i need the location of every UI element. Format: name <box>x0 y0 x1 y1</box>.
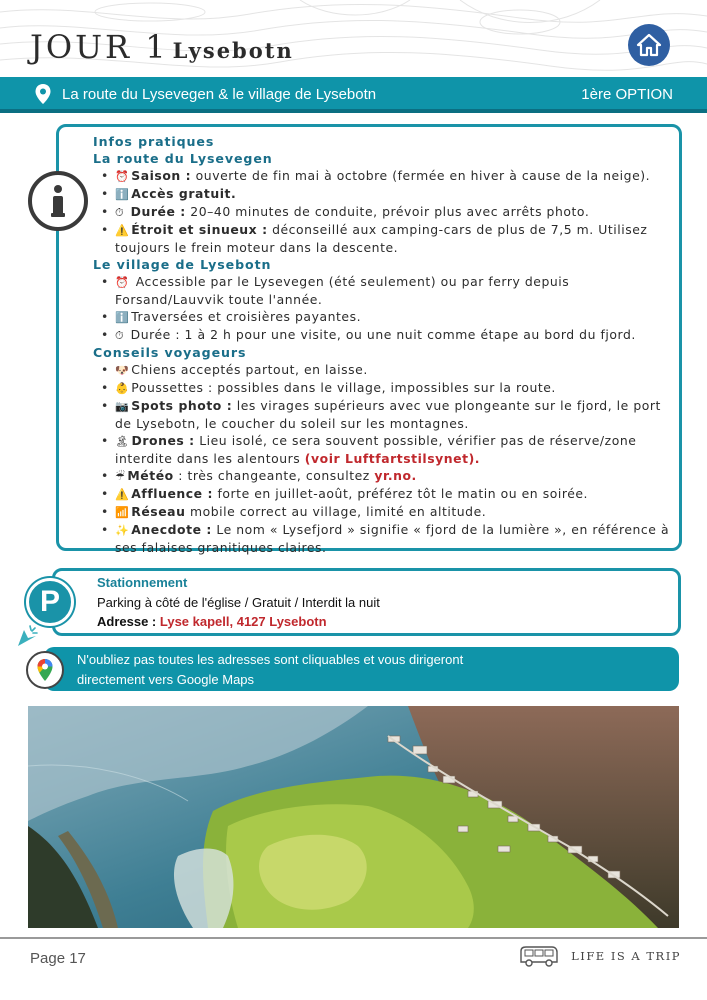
conseils-list <box>101 361 677 556</box>
home-icon <box>636 33 662 57</box>
route-heading: La route du Lysevegen <box>93 151 273 166</box>
section-title: La route du Lysevegen & le village de Lysebotn <box>62 86 377 103</box>
note-line-2: directement vers Google Maps <box>77 671 255 687</box>
list-item: • ⏰ Saison : ouverte de fin mai à octobre (fermée en hiver à cause de la neige). <box>101 167 677 185</box>
island-icon: 🏝 <box>115 435 130 448</box>
list-item: • 🐶 Chiens acceptés partout, en laisse. <box>101 361 677 379</box>
umbrella-icon: ☔ <box>115 470 126 483</box>
list-item: • ℹ️ Traversées et croisières payantes. <box>101 308 677 326</box>
yr-link[interactable]: yr.no. <box>374 468 417 483</box>
section-band <box>0 77 707 113</box>
google-maps-note <box>44 647 679 691</box>
list-item: • 📷 Spots photo : les virages supérieurs avec vue plongeante sur le fjord, le port de Lysebotn, le coucher du soleil sur les montagnes. <box>101 397 677 432</box>
page-number: Page 17 <box>30 950 86 967</box>
info-icon <box>28 171 88 231</box>
info-content <box>93 133 677 556</box>
list-item: • ☔ Météo : très changeante, consultez yr.no. <box>101 467 677 485</box>
warning-icon: ⚠️ <box>115 488 130 501</box>
option-label: 1ère OPTION <box>581 86 673 103</box>
dog-icon: 🐶 <box>115 364 130 377</box>
van-icon <box>518 944 560 968</box>
village-heading: Le village de Lysebotn <box>93 257 272 272</box>
brand-name: LIFE IS A TRIP <box>571 949 681 963</box>
note-line-1: N'oubliez pas toutes les adresses sont cliquables et vous dirigeront <box>77 652 464 667</box>
address-link[interactable]: Lyse kapell, 4127 Lysebotn <box>159 614 327 629</box>
route-list <box>101 167 677 256</box>
parking-content <box>97 573 380 632</box>
footer-divider <box>0 937 707 939</box>
address-label: Adresse : <box>97 614 160 629</box>
google-maps-icon <box>26 651 64 689</box>
info-heading: Infos pratiques <box>93 134 215 149</box>
list-item: • ⏱ Durée : 20–40 minutes de conduite, prévoir plus avec arrêts photo. <box>101 203 677 221</box>
village-list <box>101 273 677 344</box>
clock-icon: ⏰ <box>115 170 130 183</box>
list-item: • ✨ Anecdote : Le nom « Lysefjord » signifie « fjord de la lumière », en référence à ses falaises granitiques claires. <box>101 521 677 556</box>
location-pin-icon <box>34 83 52 105</box>
info-badge-icon: ℹ️ <box>115 311 130 324</box>
stopwatch-icon: ⏱ <box>115 329 125 342</box>
info-badge-icon: ℹ️ <box>115 188 130 201</box>
list-item: • 🏝 Drones : Lieu isolé, ce sera souvent possible, vérifier pas de réserve/zone interdite dans les alentours (voir Luftfartstilsynet). <box>101 432 677 467</box>
sparkles-icon: ✨ <box>115 524 130 537</box>
day-title <box>30 28 294 66</box>
list-item: • ⏰ Accessible par le Lysevegen (été seulement) ou par ferry depuis Forsand/Lauvvik toute l'année. <box>101 273 677 308</box>
parking-icon: P <box>26 578 74 626</box>
parking-details: Parking à côté de l'église / Gratuit / Interdit la nuit <box>97 594 380 610</box>
baby-icon: 👶 <box>115 382 130 395</box>
clock-icon: ⏰ <box>115 276 130 289</box>
list-item: • 📶 Réseau mobile correct au village, limité en altitude. <box>101 503 677 521</box>
conseils-heading: Conseils voyageurs <box>93 345 247 360</box>
lysebotn-aerial-photo <box>28 706 679 928</box>
click-cursor-icon <box>14 622 42 650</box>
list-item: • ⏱ Durée : 1 à 2 h pour une visite, ou une nuit comme étape au bord du fjord. <box>101 326 677 344</box>
list-item: • 👶 Poussettes : possibles dans le village, impossibles sur la route. <box>101 379 677 397</box>
stopwatch-icon: ⏱ <box>115 206 125 219</box>
signal-icon: 📶 <box>115 506 130 519</box>
parking-label: Stationnement <box>97 575 188 590</box>
list-item: • ⚠️ Affluence : forte en juillet-août, préférez tôt le matin ou en soirée. <box>101 485 677 503</box>
warning-icon: ⚠️ <box>115 224 130 237</box>
day-number: JOUR 1 <box>30 28 169 66</box>
home-button[interactable] <box>628 24 670 66</box>
luftfartstilsynet-link[interactable]: (voir Luftfartstilsynet). <box>304 451 481 466</box>
list-item: • ℹ️ Accès gratuit. <box>101 185 677 203</box>
list-item: • ⚠️ Étroit et sinueux : déconseillé aux camping-cars de plus de 7,5 m. Utilisez toujours le frein moteur dans la descente. <box>101 221 677 256</box>
camera-icon: 📷 <box>115 400 130 413</box>
day-place: Lysebotn <box>172 38 294 63</box>
